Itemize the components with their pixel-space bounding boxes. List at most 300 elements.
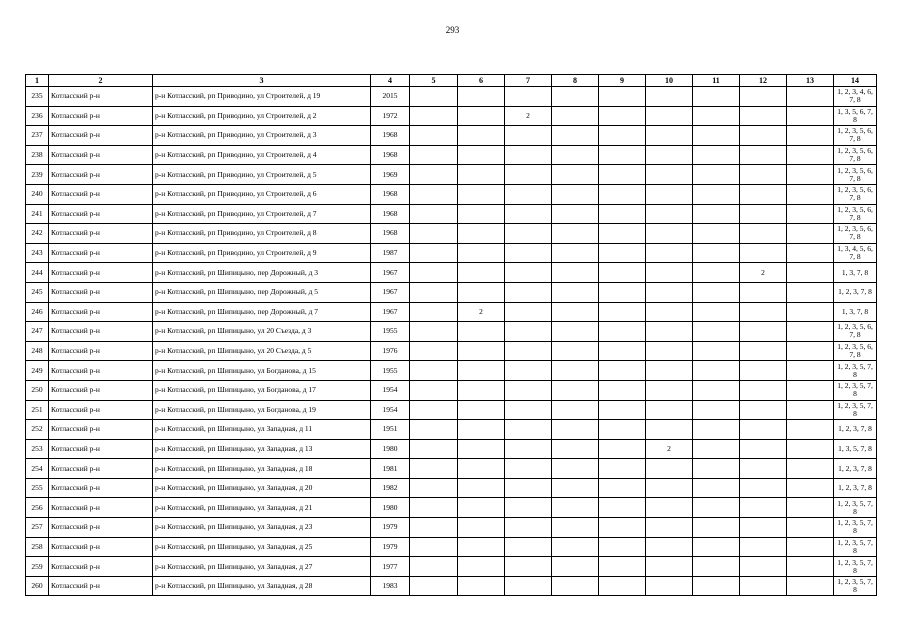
col9-cell <box>599 302 646 322</box>
col9-cell <box>599 420 646 440</box>
codes-cell: 1, 2, 3, 7, 8 <box>834 478 877 498</box>
district-cell: Котласский р-н <box>49 322 153 342</box>
address-cell: р-н Котласский, рп Шипицыно, ул Богданова, д 15 <box>153 361 371 381</box>
col8-cell <box>552 537 599 557</box>
col12-cell <box>740 380 787 400</box>
col11-cell <box>693 439 740 459</box>
col13-cell <box>787 557 834 577</box>
row-number-cell: 247 <box>26 322 49 342</box>
col12-cell <box>740 420 787 440</box>
address-cell: р-н Котласский, рп Шипицыно, ул Западная, д 25 <box>153 537 371 557</box>
table-row <box>26 537 877 557</box>
table-row <box>26 420 877 440</box>
year-cell: 1979 <box>371 537 410 557</box>
codes-cell: 1, 2, 3, 5, 6, 7, 8 <box>834 322 877 342</box>
col8-cell <box>552 420 599 440</box>
row-number-cell: 251 <box>26 400 49 420</box>
row-number-cell: 254 <box>26 459 49 479</box>
table-row <box>26 400 877 420</box>
col6-cell <box>458 537 505 557</box>
col5-cell <box>410 263 458 283</box>
col5-cell <box>410 224 458 244</box>
col5-cell <box>410 145 458 165</box>
col5-cell <box>410 518 458 538</box>
col5-cell <box>410 243 458 263</box>
col13-cell <box>787 302 834 322</box>
codes-cell: 1, 3, 7, 8 <box>834 302 877 322</box>
col12-cell <box>740 184 787 204</box>
col12-cell <box>740 557 787 577</box>
col13-cell <box>787 126 834 146</box>
col11-cell <box>693 518 740 538</box>
codes-cell: 1, 2, 3, 5, 6, 7, 8 <box>834 165 877 185</box>
col11-cell <box>693 106 740 126</box>
codes-cell: 1, 2, 3, 5, 7, 8 <box>834 537 877 557</box>
year-cell: 1967 <box>371 263 410 283</box>
column-header: 10 <box>646 75 693 87</box>
col10-cell <box>646 145 693 165</box>
table-row <box>26 361 877 381</box>
row-number-cell: 250 <box>26 380 49 400</box>
col10-cell <box>646 518 693 538</box>
col13-cell <box>787 204 834 224</box>
col10-cell <box>646 184 693 204</box>
table-row <box>26 243 877 263</box>
year-cell: 1979 <box>371 518 410 538</box>
address-cell: р-н Котласский, рп Шипицыно, ул Западная, д 20 <box>153 478 371 498</box>
col9-cell <box>599 106 646 126</box>
table-row <box>26 165 877 185</box>
col12-cell <box>740 518 787 538</box>
row-number-cell: 244 <box>26 263 49 283</box>
address-cell: р-н Котласский, рп Шипицыно, ул 20 Съезда, д 3 <box>153 322 371 342</box>
table-row <box>26 224 877 244</box>
col8-cell <box>552 361 599 381</box>
col9-cell <box>599 243 646 263</box>
table-row <box>26 498 877 518</box>
col5-cell <box>410 439 458 459</box>
col13-cell <box>787 165 834 185</box>
col13-cell <box>787 380 834 400</box>
col13-cell <box>787 243 834 263</box>
column-header: 11 <box>693 75 740 87</box>
col10-cell <box>646 87 693 107</box>
table-row <box>26 302 877 322</box>
col12-cell <box>740 126 787 146</box>
row-number-cell: 248 <box>26 341 49 361</box>
col10-cell <box>646 165 693 185</box>
column-header: 8 <box>552 75 599 87</box>
col12-cell <box>740 341 787 361</box>
district-cell: Котласский р-н <box>49 243 153 263</box>
address-cell: р-н Котласский, рп Приводино, ул Строителей, д 8 <box>153 224 371 244</box>
district-cell: Котласский р-н <box>49 165 153 185</box>
row-number-cell: 236 <box>26 106 49 126</box>
col6-cell <box>458 400 505 420</box>
address-cell: р-н Котласский, рп Приводино, ул Строителей, д 4 <box>153 145 371 165</box>
address-cell: р-н Котласский, рп Приводино, ул Строителей, д 19 <box>153 87 371 107</box>
col5-cell <box>410 282 458 302</box>
col11-cell <box>693 184 740 204</box>
address-cell: р-н Котласский, рп Шипицыно, ул Богданова, д 17 <box>153 380 371 400</box>
column-header: 4 <box>371 75 410 87</box>
col12-cell <box>740 165 787 185</box>
col12-cell <box>740 537 787 557</box>
codes-cell: 1, 2, 3, 5, 7, 8 <box>834 576 877 596</box>
col5-cell <box>410 184 458 204</box>
col8-cell <box>552 204 599 224</box>
col13-cell <box>787 322 834 342</box>
year-cell: 1968 <box>371 224 410 244</box>
col9-cell <box>599 165 646 185</box>
year-cell: 1954 <box>371 400 410 420</box>
col6-cell <box>458 459 505 479</box>
col8-cell <box>552 126 599 146</box>
year-cell: 1968 <box>371 184 410 204</box>
year-cell: 1977 <box>371 557 410 577</box>
col6-cell <box>458 165 505 185</box>
column-header: 1 <box>26 75 49 87</box>
district-cell: Котласский р-н <box>49 439 153 459</box>
col9-cell <box>599 263 646 283</box>
column-header: 2 <box>49 75 153 87</box>
col11-cell <box>693 420 740 440</box>
codes-cell: 1, 2, 3, 5, 7, 8 <box>834 498 877 518</box>
year-cell: 1981 <box>371 459 410 479</box>
district-cell: Котласский р-н <box>49 341 153 361</box>
col8-cell <box>552 184 599 204</box>
col12-cell <box>740 322 787 342</box>
row-number-cell: 260 <box>26 576 49 596</box>
address-cell: р-н Котласский, рп Шипицыно, ул Западная, д 28 <box>153 576 371 596</box>
codes-cell: 1, 2, 3, 5, 6, 7, 8 <box>834 204 877 224</box>
row-number-cell: 257 <box>26 518 49 538</box>
address-cell: р-н Котласский, рп Шипицыно, ул Западная, д 11 <box>153 420 371 440</box>
col9-cell <box>599 224 646 244</box>
col5-cell <box>410 420 458 440</box>
table-row <box>26 459 877 479</box>
table-row <box>26 126 877 146</box>
address-cell: р-н Котласский, рп Приводино, ул Строителей, д 5 <box>153 165 371 185</box>
district-cell: Котласский р-н <box>49 126 153 146</box>
row-number-cell: 256 <box>26 498 49 518</box>
codes-cell: 1, 3, 7, 8 <box>834 263 877 283</box>
col11-cell <box>693 282 740 302</box>
row-number-cell: 255 <box>26 478 49 498</box>
col9-cell <box>599 322 646 342</box>
col8-cell <box>552 263 599 283</box>
col9-cell <box>599 400 646 420</box>
col10-cell <box>646 498 693 518</box>
col8-cell <box>552 165 599 185</box>
col10-cell <box>646 537 693 557</box>
col6-cell <box>458 243 505 263</box>
col9-cell <box>599 145 646 165</box>
table-body <box>26 87 877 596</box>
column-header: 13 <box>787 75 834 87</box>
column-header: 3 <box>153 75 371 87</box>
col11-cell <box>693 361 740 381</box>
col12-cell <box>740 87 787 107</box>
col7-cell <box>505 420 552 440</box>
col11-cell <box>693 243 740 263</box>
address-cell: р-н Котласский, рп Шипицыно, ул Западная, д 23 <box>153 518 371 538</box>
col10-cell <box>646 459 693 479</box>
col12-cell: 2 <box>740 263 787 283</box>
col12-cell <box>740 361 787 381</box>
col9-cell <box>599 204 646 224</box>
row-number-cell: 245 <box>26 282 49 302</box>
col10-cell <box>646 126 693 146</box>
col5-cell <box>410 498 458 518</box>
col8-cell <box>552 557 599 577</box>
col7-cell <box>505 165 552 185</box>
district-cell: Котласский р-н <box>49 557 153 577</box>
col10-cell <box>646 400 693 420</box>
col10-cell <box>646 302 693 322</box>
col9-cell <box>599 341 646 361</box>
address-cell: р-н Котласский, рп Приводино, ул Строителей, д 9 <box>153 243 371 263</box>
codes-cell: 1, 3, 5, 6, 7, 8 <box>834 106 877 126</box>
codes-cell: 1, 2, 3, 7, 8 <box>834 459 877 479</box>
row-number-cell: 259 <box>26 557 49 577</box>
year-cell: 1955 <box>371 322 410 342</box>
col11-cell <box>693 204 740 224</box>
codes-cell: 1, 2, 3, 5, 7, 8 <box>834 400 877 420</box>
col8-cell <box>552 439 599 459</box>
col8-cell <box>552 576 599 596</box>
col11-cell <box>693 341 740 361</box>
col7-cell <box>505 126 552 146</box>
codes-cell: 1, 3, 5, 7, 8 <box>834 439 877 459</box>
col9-cell <box>599 126 646 146</box>
col6-cell <box>458 518 505 538</box>
col7-cell <box>505 459 552 479</box>
codes-cell: 1, 2, 3, 5, 7, 8 <box>834 380 877 400</box>
year-cell: 1980 <box>371 439 410 459</box>
address-cell: р-н Котласский, рп Приводино, ул Строителей, д 3 <box>153 126 371 146</box>
col8-cell <box>552 282 599 302</box>
col8-cell <box>552 224 599 244</box>
year-cell: 1969 <box>371 165 410 185</box>
column-header: 14 <box>834 75 877 87</box>
col6-cell <box>458 224 505 244</box>
col11-cell <box>693 165 740 185</box>
year-cell: 1987 <box>371 243 410 263</box>
col11-cell <box>693 126 740 146</box>
row-number-cell: 237 <box>26 126 49 146</box>
col13-cell <box>787 400 834 420</box>
col8-cell <box>552 87 599 107</box>
year-cell: 1968 <box>371 145 410 165</box>
address-cell: р-н Котласский, рп Шипицыно, ул Западная, д 13 <box>153 439 371 459</box>
col9-cell <box>599 537 646 557</box>
table-row <box>26 380 877 400</box>
col6-cell <box>458 126 505 146</box>
col5-cell <box>410 537 458 557</box>
col13-cell <box>787 87 834 107</box>
col9-cell <box>599 282 646 302</box>
col10-cell <box>646 106 693 126</box>
col6-cell: 2 <box>458 302 505 322</box>
col10-cell: 2 <box>646 439 693 459</box>
col7-cell <box>505 478 552 498</box>
table-row <box>26 518 877 538</box>
address-cell: р-н Котласский, рп Приводино, ул Строителей, д 2 <box>153 106 371 126</box>
col11-cell <box>693 498 740 518</box>
col11-cell <box>693 400 740 420</box>
district-cell: Котласский р-н <box>49 106 153 126</box>
codes-cell: 1, 2, 3, 5, 6, 7, 8 <box>834 224 877 244</box>
col12-cell <box>740 576 787 596</box>
codes-cell: 1, 2, 3, 7, 8 <box>834 420 877 440</box>
col11-cell <box>693 557 740 577</box>
col6-cell <box>458 87 505 107</box>
codes-cell: 1, 2, 3, 5, 6, 7, 8 <box>834 145 877 165</box>
year-cell: 1967 <box>371 282 410 302</box>
col10-cell <box>646 341 693 361</box>
col6-cell <box>458 341 505 361</box>
district-cell: Котласский р-н <box>49 145 153 165</box>
col8-cell <box>552 243 599 263</box>
col13-cell <box>787 282 834 302</box>
table-row <box>26 282 877 302</box>
col10-cell <box>646 361 693 381</box>
row-number-cell: 243 <box>26 243 49 263</box>
table-row <box>26 87 877 107</box>
district-cell: Котласский р-н <box>49 302 153 322</box>
district-cell: Котласский р-н <box>49 498 153 518</box>
year-cell: 2015 <box>371 87 410 107</box>
district-cell: Котласский р-н <box>49 87 153 107</box>
col8-cell <box>552 341 599 361</box>
year-cell: 1967 <box>371 302 410 322</box>
col12-cell <box>740 478 787 498</box>
year-cell: 1980 <box>371 498 410 518</box>
col13-cell <box>787 459 834 479</box>
col10-cell <box>646 243 693 263</box>
col5-cell <box>410 557 458 577</box>
col6-cell <box>458 106 505 126</box>
col13-cell <box>787 106 834 126</box>
col12-cell <box>740 400 787 420</box>
column-header: 12 <box>740 75 787 87</box>
row-number-cell: 241 <box>26 204 49 224</box>
col11-cell <box>693 322 740 342</box>
col13-cell <box>787 184 834 204</box>
col9-cell <box>599 361 646 381</box>
col12-cell <box>740 106 787 126</box>
col8-cell <box>552 400 599 420</box>
col6-cell <box>458 204 505 224</box>
col8-cell <box>552 322 599 342</box>
codes-cell: 1, 2, 3, 5, 7, 8 <box>834 557 877 577</box>
col6-cell <box>458 263 505 283</box>
col13-cell <box>787 576 834 596</box>
col7-cell <box>505 204 552 224</box>
district-cell: Котласский р-н <box>49 400 153 420</box>
col12-cell <box>740 224 787 244</box>
district-cell: Котласский р-н <box>49 537 153 557</box>
row-number-cell: 238 <box>26 145 49 165</box>
col5-cell <box>410 204 458 224</box>
col5-cell <box>410 87 458 107</box>
col7-cell <box>505 439 552 459</box>
column-header: 9 <box>599 75 646 87</box>
col11-cell <box>693 87 740 107</box>
district-cell: Котласский р-н <box>49 361 153 381</box>
page-number: 293 <box>445 25 460 35</box>
table-row <box>26 576 877 596</box>
year-cell: 1968 <box>371 126 410 146</box>
col12-cell <box>740 145 787 165</box>
col5-cell <box>410 126 458 146</box>
col5-cell <box>410 106 458 126</box>
col11-cell <box>693 537 740 557</box>
codes-cell: 1, 2, 3, 7, 8 <box>834 282 877 302</box>
year-cell: 1951 <box>371 420 410 440</box>
col8-cell <box>552 380 599 400</box>
col11-cell <box>693 459 740 479</box>
codes-cell: 1, 3, 4, 5, 6, 7, 8 <box>834 243 877 263</box>
address-cell: р-н Котласский, рп Шипицыно, ул Западная, д 18 <box>153 459 371 479</box>
district-cell: Котласский р-н <box>49 576 153 596</box>
table-row <box>26 204 877 224</box>
year-cell: 1954 <box>371 380 410 400</box>
col6-cell <box>458 498 505 518</box>
col13-cell <box>787 537 834 557</box>
col9-cell <box>599 557 646 577</box>
row-number-cell: 239 <box>26 165 49 185</box>
year-cell: 1976 <box>371 341 410 361</box>
col5-cell <box>410 341 458 361</box>
col12-cell <box>740 302 787 322</box>
col7-cell <box>505 87 552 107</box>
col7-cell <box>505 302 552 322</box>
row-number-cell: 253 <box>26 439 49 459</box>
col6-cell <box>458 557 505 577</box>
codes-cell: 1, 2, 3, 5, 7, 8 <box>834 361 877 381</box>
column-header-row <box>26 75 877 87</box>
col5-cell <box>410 478 458 498</box>
col13-cell <box>787 224 834 244</box>
col7-cell <box>505 243 552 263</box>
address-cell: р-н Котласский, рп Приводино, ул Строителей, д 6 <box>153 184 371 204</box>
col8-cell <box>552 518 599 538</box>
table-row <box>26 478 877 498</box>
year-cell: 1955 <box>371 361 410 381</box>
table-row <box>26 557 877 577</box>
col9-cell <box>599 518 646 538</box>
col11-cell <box>693 224 740 244</box>
row-number-cell: 240 <box>26 184 49 204</box>
col7-cell <box>505 537 552 557</box>
col13-cell <box>787 361 834 381</box>
col7-cell <box>505 282 552 302</box>
col9-cell <box>599 459 646 479</box>
col13-cell <box>787 439 834 459</box>
col9-cell <box>599 87 646 107</box>
district-cell: Котласский р-н <box>49 282 153 302</box>
col10-cell <box>646 557 693 577</box>
table-row <box>26 341 877 361</box>
housing-register-table <box>25 74 877 596</box>
column-header: 7 <box>505 75 552 87</box>
col12-cell <box>740 439 787 459</box>
col6-cell <box>458 576 505 596</box>
col7-cell <box>505 576 552 596</box>
col10-cell <box>646 204 693 224</box>
